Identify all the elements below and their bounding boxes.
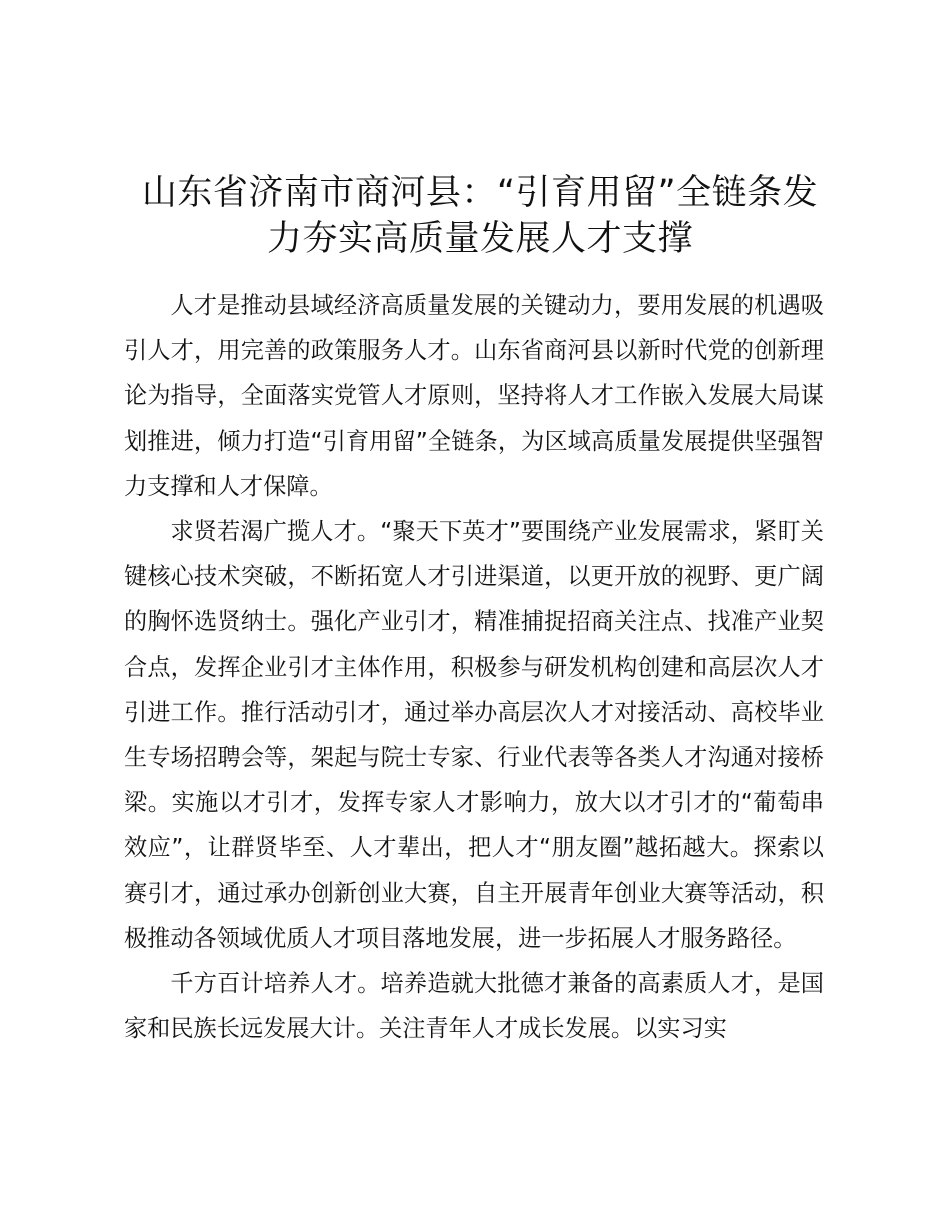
title-line-2: 力夯实高质量发展人才支撑 [266,219,693,259]
title-line-1: 山东省济南市商河县：“引育用留”全链条发 [141,173,819,213]
document-title [120,170,840,262]
paragraph-intro: 人才是推动县域经济高质量发展的关键动力，要用发展的机遇吸引人才，用完善的政策服务人才。山东省商河县以新时代党的创新理论为指导，全面落实党管人才原则，坚持将人才工作嵌入发展大局谋划推进，倾力打造“引育用留”全链条，为区域高质量发展提供坚强智力支撑和人才保障。 [124,292,824,500]
paragraph-cultivate-talent: 千方百计培养人才。培养造就大批德才兼备的高素质人才，是国家和民族长远发展大计。关注青年人才成长发展。以实习实 [124,970,824,1043]
paragraph-attract-talent: 求贤若渴广揽人才。“聚天下英才”要围绕产业发展需求，紧盯关键核心技术突破，不断拓宽人才引进渠道，以更开放的视野、更广阔的胸怀选贤纳士。强化产业引才，精准捕捉招商关注点、找准产业契合点，发挥企业引才主体作用，积极参与研发机构创建和高层次人才引进工作。推行活动引才，通过举办高层次人才对接活动、高校毕业生专场招聘会等，架起与院士专家、行业代表等各类人才沟通对接桥梁。实施以才引才，发挥专家人才影响力，放大以才引才的“葡萄串效应”，让群贤毕至、人才辈出，把人才“朋友圈”越拓越大。探索以赛引才，通过承办创新创业大赛，自主开展青年创业大赛等活动，积极推动各领域优质人才项目落地发展，进一步拓展人才服务路径。 [124,518,824,952]
document-body [124,283,824,1051]
